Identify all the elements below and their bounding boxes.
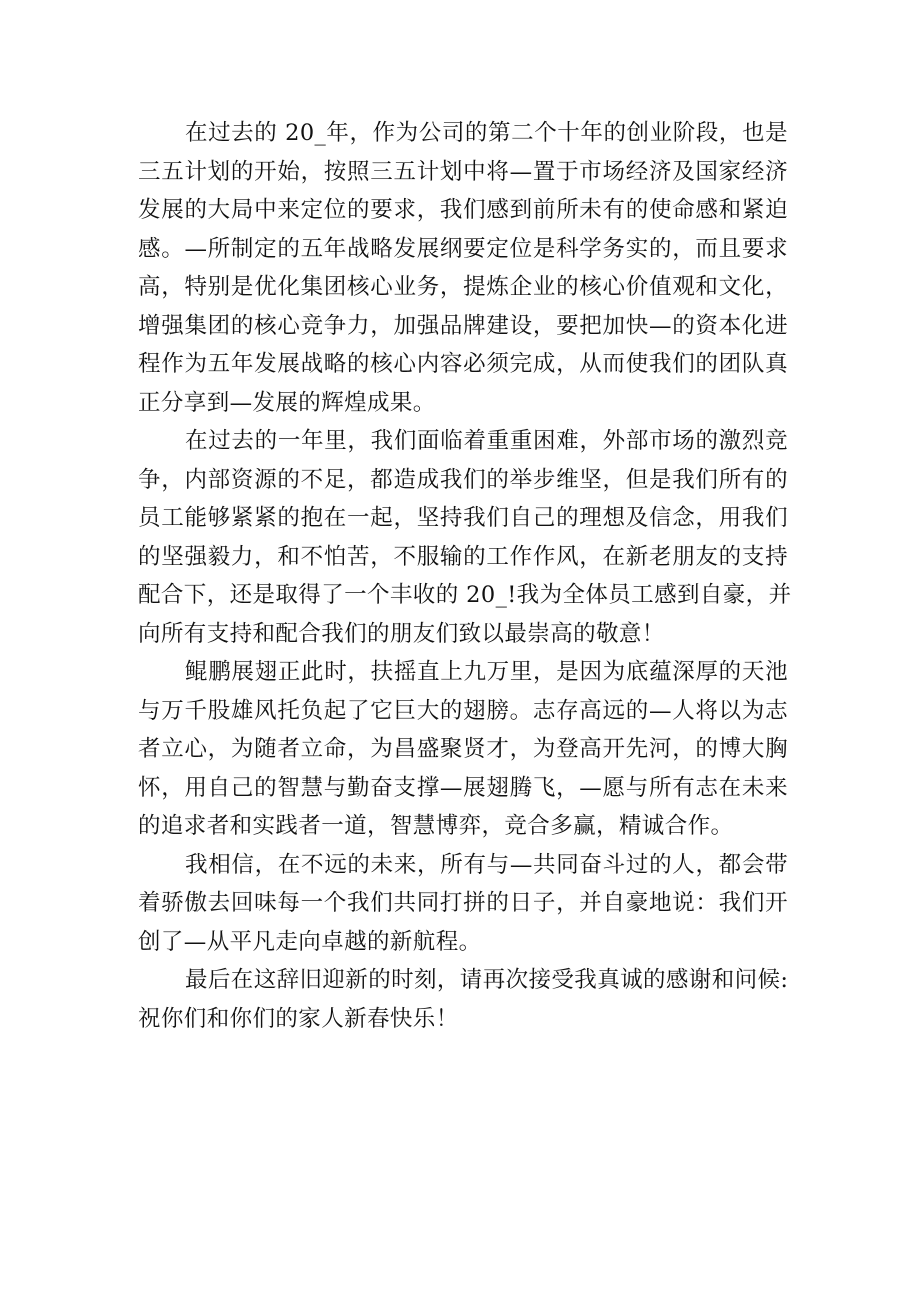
paragraph-2: [138, 422, 792, 653]
paragraph-line: 的追求者和实践者一道，智慧博弈，竞合多赢，精诚合作。: [138, 813, 734, 839]
paragraph-4: [138, 846, 788, 962]
paragraph-line: 员工能够紧紧的抱在一起，坚持我们自己的理想及信念，用我们: [138, 505, 788, 531]
paragraph-line: 正分享到—发展的辉煌成果。: [138, 389, 436, 416]
paragraph-line: 在过去的一年里，我们面临着重重困难，外部市场的激烈竞: [185, 428, 788, 454]
paragraph-line: 鲲鹏展翅正此时，扶摇直上九万里，是因为底蕴深厚的天池: [185, 659, 788, 685]
paragraph-line: 高，特别是优化集团核心业务，提炼企业的核心价值观和文化，: [138, 274, 788, 300]
paragraph-line: 最后在这辞旧迎新的时刻，请再次接受我真诚的感谢和问候:: [185, 967, 789, 993]
paragraph-line: 怀，用自己的智慧与勤奋支撑—展翅腾飞，—愿与所有志在未来: [138, 774, 788, 801]
paragraph-line: 着骄傲去回味每一个我们共同打拼的日子，并自豪地说：我们开: [138, 890, 788, 916]
paragraph-line: 争，内部资源的不足，都造成我们的举步维坚，但是我们所有的: [138, 466, 788, 493]
paragraph-line: 三五计划的开始，按照三五计划中将—置于市场经济及国家经济: [138, 158, 788, 185]
paragraph-line: 在过去的 20_年，作为公司的第二个十年的创业阶段，也是: [185, 120, 788, 146]
paragraph-line: 创了—从平凡走向卓越的新航程。: [138, 928, 482, 955]
paragraph-line: 程作为五年发展战略的核心内容必须完成，从而使我们的团队真: [138, 351, 788, 377]
paragraph-5: [138, 961, 788, 1038]
paragraph-3: [138, 653, 788, 846]
paragraph-line: 增强集团的核心竞争力，加强品牌建设，要把加快—的资本化进: [138, 312, 788, 339]
paragraph-line: 感。—所制定的五年战略发展纲要定位是科学务实的，而且要求: [138, 235, 788, 262]
paragraph-line: 者立心，为随者立命，为昌盛聚贤才，为登高开先河，的博大胸: [138, 736, 788, 762]
paragraph-line: 向所有支持和配合我们的朋友们致以最崇高的敬意！: [138, 620, 665, 647]
paragraph-1: [138, 114, 788, 422]
paragraph-line: 与万千股雄风托负起了它巨大的翅膀。志存高远的—人将以为志: [138, 697, 788, 724]
paragraph-line: 配合下，还是取得了一个丰收的 20_!我为全体员工感到自豪，并: [138, 582, 792, 608]
document-body: [138, 114, 792, 1038]
paragraph-line: 发展的大局中来定位的要求，我们感到前所未有的使命感和紧迫: [138, 197, 788, 223]
paragraph-line: 的坚强毅力，和不怕苦，不服输的工作作风，在新老朋友的支持: [138, 543, 788, 570]
paragraph-line: 我相信，在不远的未来，所有与—共同奋斗过的人，都会带: [185, 851, 788, 878]
paragraph-line: 祝你们和你们的家人新春快乐！: [138, 1005, 459, 1032]
